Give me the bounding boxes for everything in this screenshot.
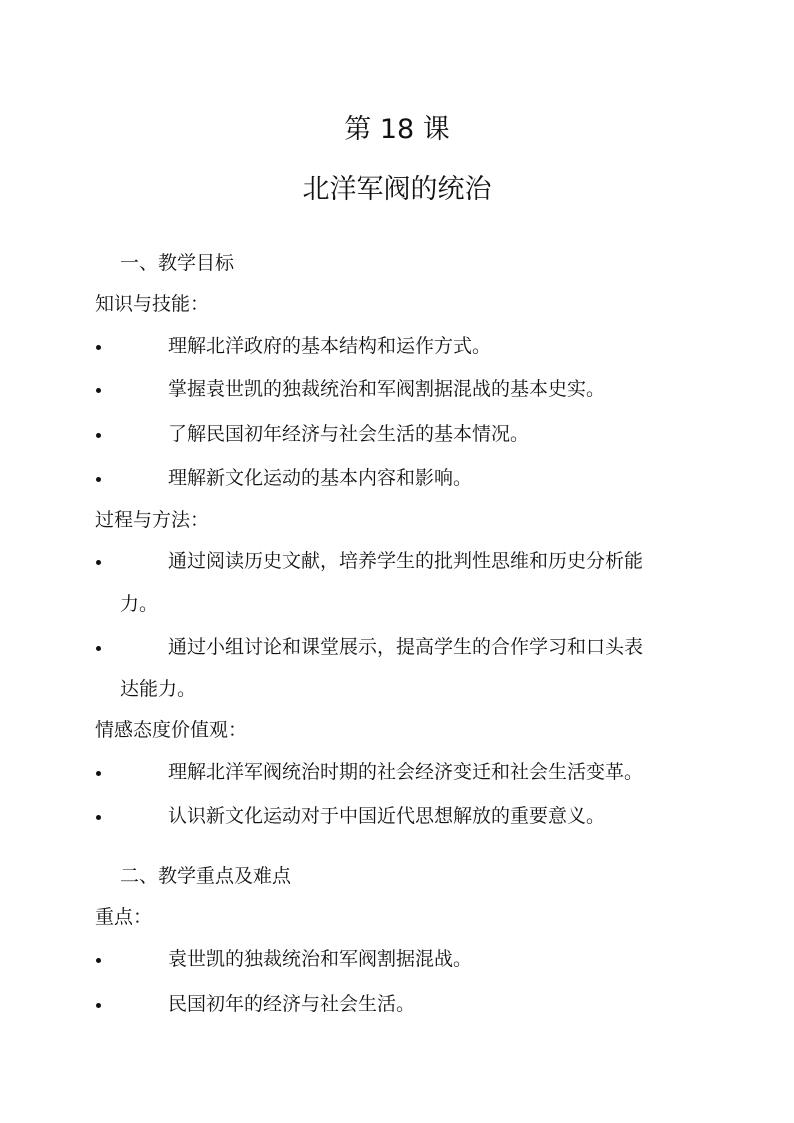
bullet-icon <box>96 771 101 776</box>
list-item-continuation: 力。 <box>120 593 159 615</box>
bullet-icon <box>96 388 101 393</box>
lesson-title: 北洋军阀的统治 <box>302 174 492 205</box>
list-item <box>0 425 794 449</box>
list-item-text: 掌握袁世凯的独裁统治和军阀割据混战的基本史实。 <box>168 378 606 400</box>
subheading-process: 过程与方法： <box>95 509 210 531</box>
bullet-icon <box>96 560 101 565</box>
bullet-icon <box>96 958 101 963</box>
subheading-emotion: 情感态度价值观： <box>95 719 248 741</box>
subheading-knowledge: 知识与技能： <box>95 293 210 315</box>
list-item-text: 袁世凯的独裁统治和军阀割据混战。 <box>168 948 473 970</box>
list-item-continuation: 达能力。 <box>120 678 197 700</box>
list-item <box>0 807 794 831</box>
list-item <box>0 995 794 1019</box>
bullet-icon <box>96 477 101 482</box>
list-item <box>0 950 794 974</box>
list-item-text: 通过阅读历史文献，培养学生的批判性思维和历史分析能 <box>168 550 644 572</box>
list-item-text: 了解民国初年经济与社会生活的基本情况。 <box>168 423 530 445</box>
bullet-icon <box>96 646 101 651</box>
list-item <box>0 380 794 404</box>
list-item-text: 理解北洋军阀统治时期的社会经济变迁和社会生活变革。 <box>168 761 644 783</box>
section-heading-keypoints: 二、教学重点及难点 <box>120 865 292 887</box>
list-item-text: 通过小组讨论和课堂展示，提高学生的合作学习和口头表 <box>168 636 644 658</box>
bullet-icon <box>96 345 101 350</box>
list-item-text: 理解北洋政府的基本结构和运作方式。 <box>168 335 492 357</box>
bullet-icon <box>96 815 101 820</box>
list-item <box>0 469 794 493</box>
section-heading-objectives: 一、教学目标 <box>120 252 235 274</box>
list-item-text: 认识新文化运动对于中国近代思想解放的重要意义。 <box>168 805 606 827</box>
list-item-text: 理解新文化运动的基本内容和影响。 <box>168 467 473 489</box>
list-item <box>0 763 794 787</box>
lesson-number: 第 18 课 <box>344 114 450 145</box>
list-item-text: 民国初年的经济与社会生活。 <box>168 993 416 1015</box>
list-item <box>0 638 794 662</box>
subheading-key: 重点： <box>95 906 153 928</box>
bullet-icon <box>96 1003 101 1008</box>
list-item <box>0 552 794 576</box>
bullet-icon <box>96 433 101 438</box>
list-item <box>0 337 794 361</box>
